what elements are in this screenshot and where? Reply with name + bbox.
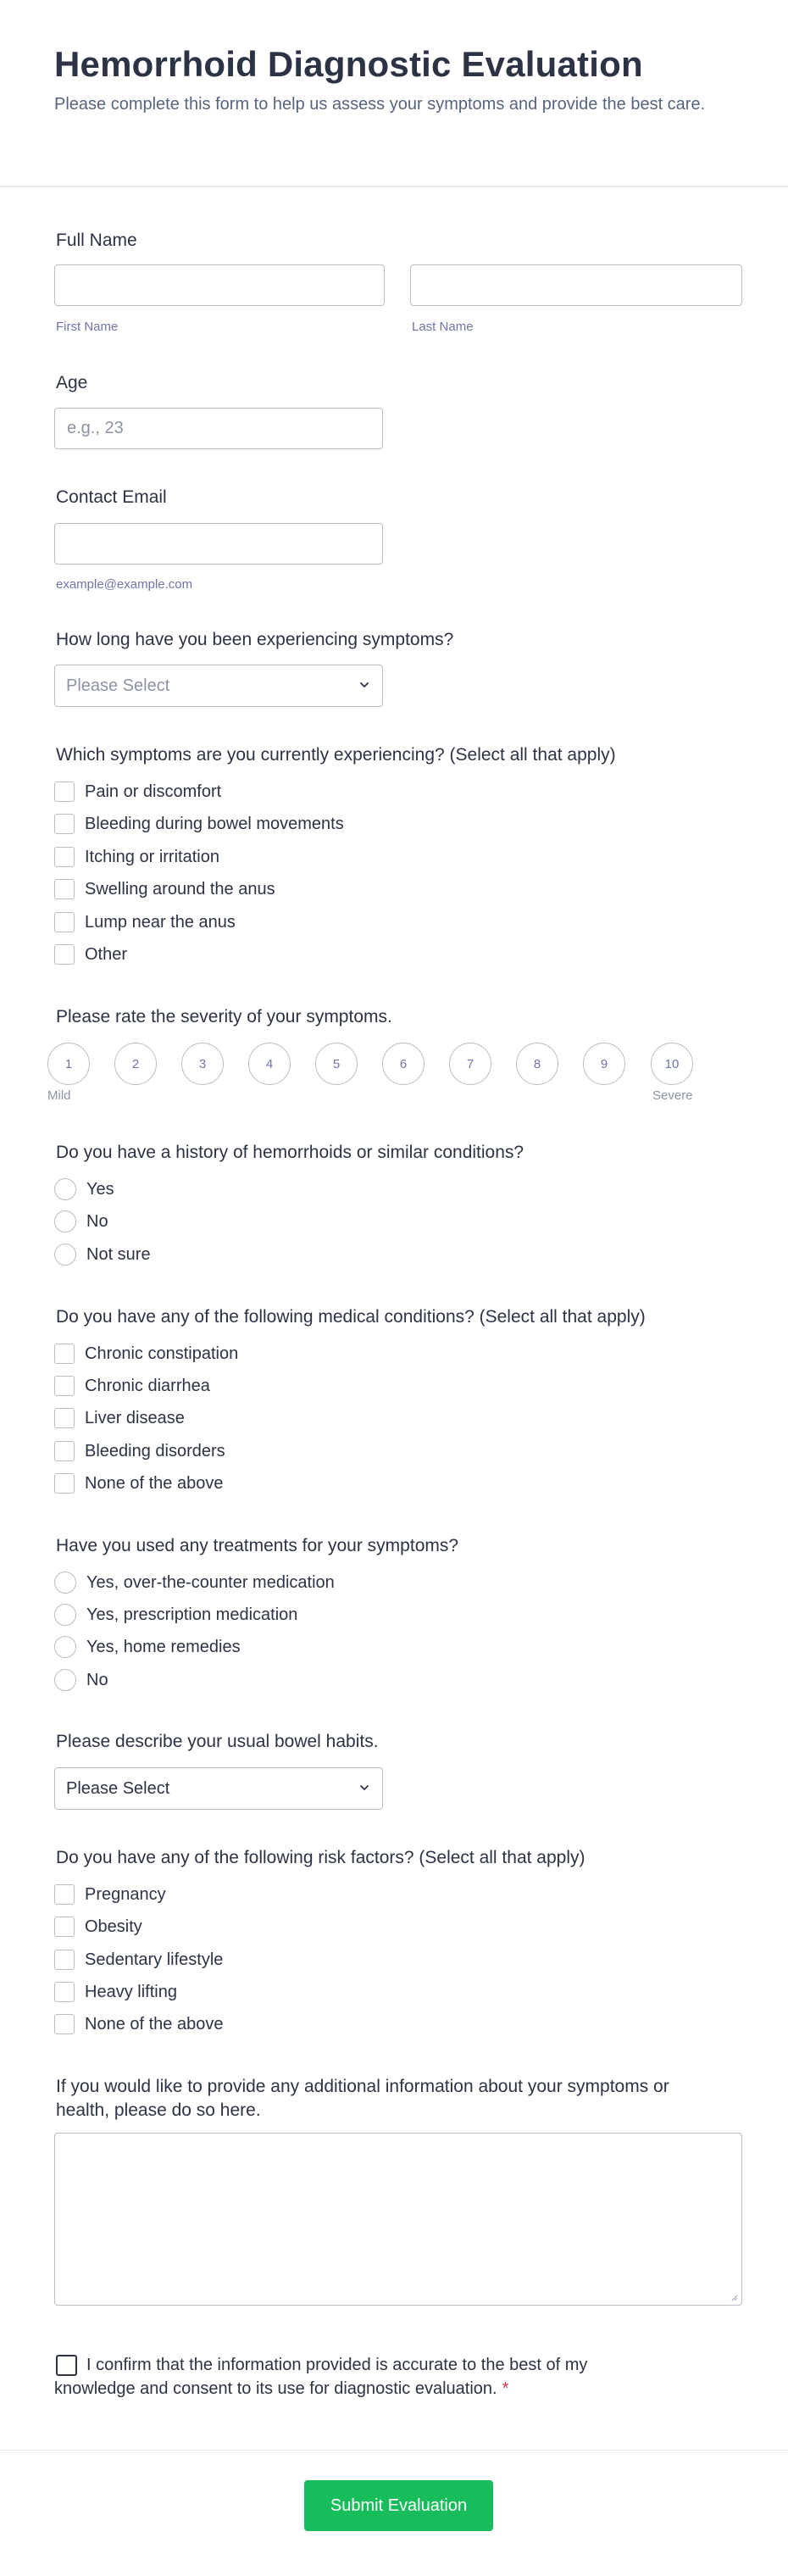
scale-option-4[interactable]: 4 — [248, 1043, 291, 1085]
option-label: Lump near the anus — [85, 912, 236, 932]
age-input[interactable] — [54, 408, 383, 449]
conditions-label: Do you have any of the following medical conditions? (Select all that apply) — [56, 1307, 646, 1327]
symptom-option[interactable] — [54, 845, 219, 869]
checkbox[interactable] — [54, 1917, 75, 1937]
risk-option[interactable] — [54, 2012, 223, 2036]
bowel-selected: Please Select — [66, 1779, 170, 1798]
history-label: Do you have a history of hemorrhoids or similar conditions? — [56, 1143, 524, 1162]
risk-option[interactable] — [54, 1883, 166, 1906]
symptom-option[interactable] — [54, 812, 344, 836]
option-label: Yes, over-the-counter medication — [86, 1572, 335, 1592]
option-label: Obesity — [85, 1917, 142, 1936]
option-label: Yes — [86, 1179, 114, 1199]
first-name-input[interactable] — [54, 264, 385, 306]
option-label: None of the above — [85, 1473, 224, 1493]
checkbox[interactable] — [54, 1473, 75, 1494]
symptoms-label: Which symptoms are you currently experiencing? (Select all that apply) — [56, 745, 616, 765]
treatment-option[interactable] — [54, 1635, 241, 1659]
duration-selected: Please Select — [66, 676, 170, 695]
option-label: Bleeding during bowel movements — [85, 814, 344, 833]
confirm-text: I confirm that the information provided is accurate to the best of my knowledge and consent to its use for diagnostic evaluation. — [54, 2356, 588, 2398]
checkbox[interactable] — [54, 847, 75, 867]
checkbox[interactable] — [54, 1982, 75, 2002]
option-label: None of the above — [85, 2014, 224, 2034]
condition-option[interactable] — [54, 1406, 185, 1430]
radio[interactable] — [54, 1572, 76, 1594]
last-name-input[interactable] — [410, 264, 742, 306]
last-name-sublabel: Last Name — [412, 320, 474, 334]
symptom-option[interactable] — [54, 877, 275, 901]
checkbox[interactable] — [54, 1408, 75, 1428]
radio[interactable] — [54, 1669, 76, 1691]
option-label: Yes, prescription medication — [86, 1605, 298, 1624]
option-label: No — [86, 1211, 108, 1231]
chevron-down-icon — [358, 679, 370, 691]
duration-select[interactable] — [54, 665, 383, 707]
treatment-option[interactable] — [54, 1603, 297, 1627]
treatment-option[interactable] — [54, 1668, 108, 1692]
option-label: Not sure — [86, 1244, 151, 1264]
option-label: Sedentary lifestyle — [85, 1950, 224, 1969]
risk-option[interactable] — [54, 1915, 142, 1939]
checkbox[interactable] — [54, 782, 75, 802]
form-header — [0, 0, 788, 187]
confirm-label — [54, 2353, 664, 2401]
checkbox[interactable] — [54, 1884, 75, 1905]
option-label: Swelling around the anus — [85, 879, 275, 899]
scale-option-1[interactable]: 1 — [47, 1043, 90, 1085]
option-label: Other — [85, 944, 128, 964]
additional-label: If you would like to provide any additional information about your symptoms or health, please do so here. — [56, 2077, 669, 2120]
scale-option-10[interactable]: 10 — [651, 1043, 693, 1085]
radio[interactable] — [54, 1178, 76, 1200]
condition-option[interactable] — [54, 1374, 210, 1398]
history-option[interactable] — [54, 1243, 151, 1266]
condition-option[interactable] — [54, 1342, 238, 1366]
email-input[interactable] — [54, 523, 383, 565]
checkbox[interactable] — [54, 1441, 75, 1461]
symptom-option[interactable] — [54, 943, 127, 966]
treatments-label: Have you used any treatments for your symptoms? — [56, 1536, 459, 1555]
scale-min-caption: Mild — [47, 1088, 71, 1103]
symptom-option[interactable] — [54, 910, 236, 934]
option-label: Yes, home remedies — [86, 1637, 241, 1656]
checkbox[interactable] — [54, 879, 75, 899]
form-title: Hemorrhoid Diagnostic Evaluation — [54, 44, 643, 84]
severity-label: Please rate the severity of your symptoms. — [56, 1007, 392, 1027]
scale-max-caption: Severe — [652, 1088, 693, 1103]
footer-divider — [0, 2450, 788, 2451]
additional-textarea[interactable] — [54, 2133, 742, 2306]
treatment-option[interactable] — [54, 1571, 335, 1594]
option-label: Pain or discomfort — [85, 782, 222, 801]
scale-option-5[interactable]: 5 — [315, 1043, 358, 1085]
history-option[interactable] — [54, 1177, 114, 1201]
checkbox[interactable] — [54, 944, 75, 965]
radio[interactable] — [54, 1604, 76, 1626]
radio[interactable] — [54, 1636, 76, 1658]
option-label: No — [86, 1670, 108, 1689]
chevron-down-icon — [358, 1782, 370, 1794]
duration-label: How long have you been experiencing symptoms? — [56, 630, 454, 649]
scale-option-3[interactable]: 3 — [181, 1043, 224, 1085]
resize-grip-icon[interactable] — [730, 2293, 738, 2301]
option-label: Heavy lifting — [85, 1982, 177, 2001]
checkbox[interactable] — [54, 2014, 75, 2034]
scale-option-8[interactable]: 8 — [516, 1043, 558, 1085]
email-label: Contact Email — [56, 487, 167, 507]
form-subtitle: Please complete this form to help us assess your symptoms and provide the best care. — [54, 95, 706, 114]
option-label: Pregnancy — [85, 1884, 166, 1904]
first-name-sublabel: First Name — [56, 320, 119, 334]
condition-option[interactable] — [54, 1472, 223, 1495]
symptom-option[interactable] — [54, 780, 221, 804]
scale-option-2[interactable]: 2 — [114, 1043, 157, 1085]
bowel-label: Please describe your usual bowel habits. — [56, 1732, 379, 1751]
option-label: Bleeding disorders — [85, 1441, 225, 1460]
condition-option[interactable] — [54, 1439, 225, 1463]
full-name-label: Full Name — [56, 231, 137, 250]
risk-label: Do you have any of the following risk factors? (Select all that apply) — [56, 1848, 585, 1867]
checkbox[interactable] — [54, 1344, 75, 1364]
scale-option-7[interactable]: 7 — [449, 1043, 491, 1085]
scale-option-9[interactable]: 9 — [583, 1043, 625, 1085]
bowel-select[interactable] — [54, 1767, 383, 1810]
history-option[interactable] — [54, 1210, 108, 1233]
age-label: Age — [56, 373, 88, 392]
checkbox[interactable] — [54, 1376, 75, 1396]
checkbox[interactable] — [54, 814, 75, 834]
radio[interactable] — [54, 1210, 76, 1232]
option-label: Chronic diarrhea — [85, 1376, 210, 1395]
risk-option[interactable] — [54, 1948, 223, 1972]
checkbox[interactable] — [54, 912, 75, 932]
submit-button[interactable]: Submit Evaluation — [304, 2480, 493, 2531]
option-label: Itching or irritation — [85, 847, 219, 866]
email-sublabel: example@example.com — [56, 577, 193, 592]
option-label: Liver disease — [85, 1408, 185, 1427]
checkbox[interactable] — [54, 1950, 75, 1970]
radio[interactable] — [54, 1243, 76, 1266]
scale-option-6[interactable]: 6 — [382, 1043, 425, 1085]
risk-option[interactable] — [54, 1980, 177, 2004]
option-label: Chronic constipation — [85, 1344, 239, 1363]
required-mark: * — [502, 2379, 509, 2398]
